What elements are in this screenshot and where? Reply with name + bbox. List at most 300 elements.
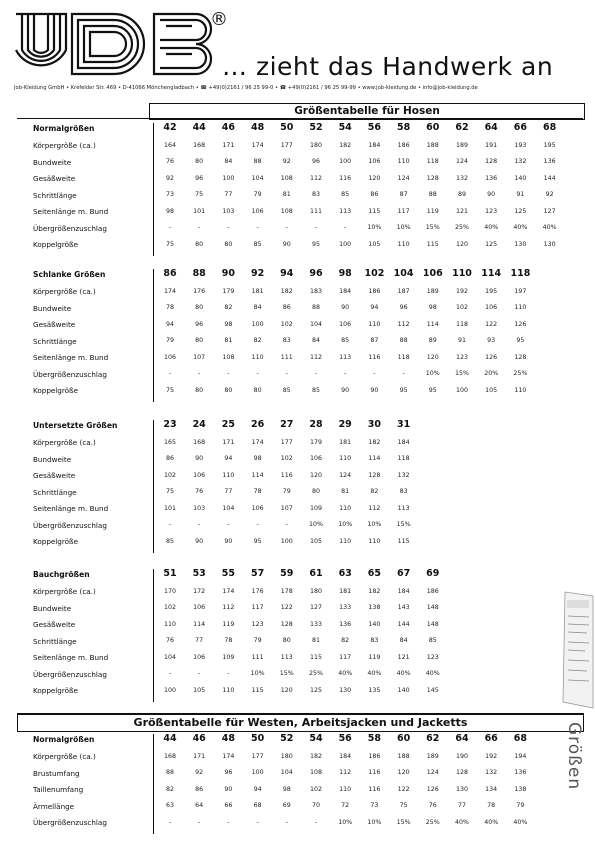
size-header: 68 xyxy=(542,122,557,133)
table-cell: 85 xyxy=(341,191,350,198)
table-cell: 186 xyxy=(397,141,410,149)
table-cell: 20% xyxy=(484,370,499,377)
table-cell: 116 xyxy=(280,471,293,479)
table-cell: 64 xyxy=(195,802,204,809)
size-header: 63 xyxy=(338,568,352,579)
table-cell: 90 xyxy=(341,304,350,311)
table-cell: 113 xyxy=(397,504,410,512)
table-cell: 135 xyxy=(368,686,381,694)
table-cell: 115 xyxy=(309,653,323,661)
table-cell: 106 xyxy=(309,455,323,462)
table-cell: 81 xyxy=(311,637,320,644)
table-cell: 176 xyxy=(251,587,264,595)
table-cell: 121 xyxy=(397,653,410,661)
table-cell: 136 xyxy=(514,769,527,776)
table-cell: 119 xyxy=(426,207,439,215)
table-cell: 136 xyxy=(485,174,498,182)
table-cell: 110 xyxy=(514,304,527,311)
table-cell: 108 xyxy=(280,207,293,215)
size-header: 62 xyxy=(455,122,469,133)
size-header: 56 xyxy=(367,122,381,133)
row-label: Koppelgröße xyxy=(33,386,79,395)
section-title-trousers: Größentabelle für Hosen xyxy=(149,103,585,120)
table-cell: 106 xyxy=(251,504,264,512)
column-divider xyxy=(153,269,154,402)
table-cell: 118 xyxy=(397,455,410,462)
table-cell: 104 xyxy=(222,504,235,512)
table-cell: 15% xyxy=(279,670,294,677)
table-cell: 133 xyxy=(339,604,352,611)
table-cell: 184 xyxy=(339,287,352,295)
table-cell: 134 xyxy=(485,785,498,793)
table-cell: 83 xyxy=(282,337,291,344)
divider xyxy=(17,118,583,119)
table-cell: 75 xyxy=(165,386,174,394)
size-header: 30 xyxy=(367,419,381,430)
table-cell: 112 xyxy=(368,504,381,512)
table-cell: 73 xyxy=(370,802,379,809)
table-cell: 104 xyxy=(309,320,323,328)
table-cell: 106 xyxy=(193,471,206,479)
row-label: Seitenlänge m. Bund xyxy=(33,207,109,216)
size-header: 68 xyxy=(513,733,527,744)
table-cell: 100 xyxy=(251,320,264,328)
table-cell: 78 xyxy=(487,802,496,809)
table-cell: 83 xyxy=(399,488,408,495)
size-header: 94 xyxy=(280,268,294,279)
group-title: Normalgrößen xyxy=(33,124,95,133)
table-cell: 96 xyxy=(224,769,233,776)
table-cell: 148 xyxy=(426,604,439,611)
table-cell: 106 xyxy=(193,604,206,611)
table-cell: - xyxy=(168,224,172,231)
table-cell: 112 xyxy=(309,174,323,182)
table-cell: 115 xyxy=(368,207,381,215)
size-header: 114 xyxy=(481,268,502,279)
table-cell: - xyxy=(227,370,230,377)
table-cell: 104 xyxy=(163,653,177,661)
row-label: Ärmellänge xyxy=(33,801,75,811)
table-cell: 75 xyxy=(195,191,204,198)
table-cell: 130 xyxy=(514,240,527,248)
table-cell: 102 xyxy=(280,320,293,328)
table-cell: 192 xyxy=(455,287,469,295)
size-header: 118 xyxy=(510,268,531,279)
row-label: Brustumfang xyxy=(33,768,80,778)
table-cell: 92 xyxy=(282,158,291,165)
table-cell: 193 xyxy=(514,141,527,149)
table-cell: 77 xyxy=(224,191,233,198)
table-cell: 10% xyxy=(338,818,353,826)
table-cell: 132 xyxy=(397,471,410,479)
table-cell: 132 xyxy=(485,769,498,776)
size-header: 48 xyxy=(250,122,265,133)
table-cell: 82 xyxy=(370,488,379,495)
size-header: 102 xyxy=(364,268,385,279)
size-header: 104 xyxy=(393,268,414,279)
table-cell: 94 xyxy=(224,455,233,462)
table-cell: 105 xyxy=(368,240,381,248)
table-cell: 174 xyxy=(251,438,264,446)
table-cell: 110 xyxy=(251,353,264,361)
table-cell: 105 xyxy=(309,537,323,545)
row-label: Seitenlänge m. Bund xyxy=(33,353,109,362)
table-cell: 127 xyxy=(309,604,323,611)
table-cell: 128 xyxy=(368,471,381,479)
table-cell: 184 xyxy=(339,752,352,760)
table-cell: 118 xyxy=(455,320,469,328)
size-header: 48 xyxy=(221,733,235,744)
table-cell: 86 xyxy=(370,191,379,198)
table-cell: 98 xyxy=(165,207,174,215)
table-cell: - xyxy=(227,818,230,826)
table-cell: 95 xyxy=(516,337,525,344)
table-cell: 168 xyxy=(193,438,206,446)
table-cell: 103 xyxy=(222,207,235,215)
table-cell: 126 xyxy=(426,785,439,793)
table-cell: 90 xyxy=(224,785,233,793)
table-cell: 80 xyxy=(195,240,204,248)
size-header: 61 xyxy=(309,568,323,579)
table-cell: 100 xyxy=(455,386,469,394)
table-cell: 120 xyxy=(397,769,410,776)
size-header: 66 xyxy=(513,122,527,133)
table-cell: 140 xyxy=(514,174,527,182)
table-cell: 92 xyxy=(545,191,554,198)
table-cell: 106 xyxy=(368,158,381,165)
group-title: Untersetzte Größen xyxy=(33,421,118,430)
table-cell: 69 xyxy=(282,802,291,809)
table-cell: 79 xyxy=(253,191,262,198)
table-cell: 180 xyxy=(280,752,293,760)
table-cell: 100 xyxy=(163,686,177,694)
table-cell: - xyxy=(256,521,259,528)
table-cell: 182 xyxy=(309,752,323,760)
row-label: Taillenumfang xyxy=(33,785,84,794)
table-cell: 168 xyxy=(193,141,206,149)
table-cell: 63 xyxy=(165,802,174,809)
table-cell: 194 xyxy=(514,752,527,760)
table-cell: 168 xyxy=(163,752,177,760)
table-cell: - xyxy=(314,370,318,377)
table-cell: 124 xyxy=(339,471,352,479)
table-cell: 188 xyxy=(426,141,439,149)
table-cell: 80 xyxy=(224,386,233,394)
table-cell: 111 xyxy=(280,353,293,361)
table-cell: 179 xyxy=(309,438,323,446)
table-cell: 81 xyxy=(341,488,350,495)
table-cell: 75 xyxy=(399,802,408,809)
table-cell: 113 xyxy=(339,207,352,215)
table-cell: 100 xyxy=(280,537,293,545)
table-cell: 80 xyxy=(253,386,262,394)
table-cell: 92 xyxy=(195,769,204,776)
table-cell: - xyxy=(227,670,230,677)
table-cell: 80 xyxy=(195,337,204,344)
table-cell: 177 xyxy=(251,752,264,760)
table-cell: 182 xyxy=(280,287,293,295)
row-label: Körpergröße (ca.) xyxy=(33,287,96,296)
table-cell: 144 xyxy=(397,620,410,628)
table-cell: 79 xyxy=(253,637,262,644)
table-cell: 79 xyxy=(165,337,174,344)
table-cell: 82 xyxy=(165,785,174,793)
size-header: 60 xyxy=(396,733,411,744)
table-cell: - xyxy=(373,370,376,377)
row-label: Seitenlänge m. Bund xyxy=(33,504,109,513)
table-cell: 117 xyxy=(397,207,410,215)
table-cell: 122 xyxy=(397,785,410,793)
table-cell: 76 xyxy=(195,488,204,495)
table-cell: 110 xyxy=(339,504,352,512)
table-cell: 104 xyxy=(251,174,264,182)
table-cell: 110 xyxy=(397,240,410,248)
table-cell: 94 xyxy=(165,320,174,328)
size-header: 67 xyxy=(396,568,411,579)
table-cell: 118 xyxy=(426,158,439,165)
table-cell: 111 xyxy=(251,653,264,661)
table-cell: 110 xyxy=(163,620,177,628)
table-cell: - xyxy=(198,224,201,231)
table-cell: - xyxy=(402,370,405,377)
table-cell: 100 xyxy=(339,240,352,248)
size-header: 23 xyxy=(163,419,177,430)
table-cell: 10% xyxy=(309,521,323,528)
table-cell: 88 xyxy=(253,158,262,165)
table-cell: 90 xyxy=(195,537,204,545)
table-cell: 111 xyxy=(309,207,323,215)
table-cell: 87 xyxy=(370,337,379,344)
table-cell: 112 xyxy=(309,353,323,361)
size-header: 59 xyxy=(280,568,294,579)
table-cell: 164 xyxy=(163,141,177,149)
table-cell: 88 xyxy=(311,304,320,311)
table-cell: 184 xyxy=(397,438,410,446)
table-cell: 90 xyxy=(341,386,350,394)
row-label: Übergrößenzuschlag xyxy=(33,223,107,233)
table-cell: 189 xyxy=(426,287,439,295)
table-cell: 98 xyxy=(282,785,291,793)
table-cell: 80 xyxy=(195,386,204,394)
size-header: 29 xyxy=(338,419,352,430)
size-header: 25 xyxy=(221,419,235,430)
column-divider xyxy=(153,123,154,256)
table-cell: 98 xyxy=(428,304,437,311)
table-cell: 66 xyxy=(224,802,233,809)
table-cell: - xyxy=(344,370,347,377)
table-cell: 91 xyxy=(457,337,466,344)
registered-mark: ® xyxy=(210,9,228,30)
table-cell: - xyxy=(168,670,172,677)
table-cell: 40% xyxy=(513,818,528,826)
table-cell: - xyxy=(227,521,230,528)
table-cell: 106 xyxy=(193,653,206,661)
table-cell: 120 xyxy=(455,240,469,248)
table-cell: 90 xyxy=(487,191,496,198)
table-cell: 106 xyxy=(163,353,177,361)
group-title: Bauchgrößen xyxy=(33,570,90,579)
table-cell: 186 xyxy=(368,287,381,295)
table-cell: 40% xyxy=(396,670,411,677)
table-cell: 90 xyxy=(282,240,291,248)
table-cell: 93 xyxy=(487,337,496,344)
table-cell: - xyxy=(256,224,259,231)
table-cell: 165 xyxy=(163,438,177,446)
table-cell: - xyxy=(285,224,288,231)
table-cell: 116 xyxy=(368,769,381,776)
clothing-label-image xyxy=(559,590,595,710)
row-label: Koppelgröße xyxy=(33,240,79,249)
table-cell: 80 xyxy=(224,240,233,248)
table-cell: 10% xyxy=(425,370,440,377)
table-cell: 94 xyxy=(253,785,262,793)
size-header: 64 xyxy=(455,733,469,744)
row-label: Körpergröße (ca.) xyxy=(33,587,96,596)
table-cell: 81 xyxy=(282,191,291,198)
table-cell: 110 xyxy=(222,471,235,479)
size-header: 50 xyxy=(250,733,265,744)
table-cell: 143 xyxy=(397,604,410,611)
group-title: Schlanke Größen xyxy=(33,270,106,279)
size-header: 64 xyxy=(484,122,498,133)
table-cell: 105 xyxy=(485,386,498,394)
table-cell: 174 xyxy=(222,587,235,595)
table-cell: 83 xyxy=(311,191,320,198)
table-cell: 68 xyxy=(253,802,262,809)
table-cell: 96 xyxy=(195,174,204,182)
table-cell: - xyxy=(285,370,288,377)
table-cell: 96 xyxy=(311,158,320,165)
table-cell: 76 xyxy=(165,158,174,165)
table-cell: 70 xyxy=(311,802,320,809)
size-header: 44 xyxy=(192,122,206,133)
table-cell: 80 xyxy=(195,304,204,311)
table-cell: 178 xyxy=(280,587,293,595)
table-cell: 140 xyxy=(397,686,410,694)
table-cell: 125 xyxy=(514,207,527,215)
table-cell: 130 xyxy=(339,686,352,694)
table-cell: 187 xyxy=(397,287,410,295)
table-cell: - xyxy=(168,521,172,528)
table-cell: 10% xyxy=(367,224,382,231)
size-header: 69 xyxy=(426,568,440,579)
table-cell: 40% xyxy=(484,818,499,826)
table-cell: 107 xyxy=(280,504,293,512)
table-cell: 113 xyxy=(339,353,352,361)
table-cell: 177 xyxy=(280,438,293,446)
row-label: Bundweite xyxy=(33,603,72,613)
table-cell: 119 xyxy=(222,620,235,628)
table-cell: 104 xyxy=(280,769,293,776)
size-header: 106 xyxy=(422,268,443,279)
table-cell: - xyxy=(314,224,318,231)
table-cell: 79 xyxy=(516,802,525,809)
table-cell: 77 xyxy=(457,802,466,809)
table-cell: 25% xyxy=(425,818,440,826)
table-cell: 75 xyxy=(165,488,174,495)
table-cell: 189 xyxy=(426,752,439,760)
table-cell: 80 xyxy=(311,488,320,495)
table-cell: 136 xyxy=(543,158,556,165)
table-cell: 174 xyxy=(251,141,264,149)
table-cell: 40% xyxy=(484,224,499,231)
table-cell: 126 xyxy=(514,320,527,328)
table-cell: 123 xyxy=(251,620,264,628)
size-header: 58 xyxy=(367,733,381,744)
table-cell: 100 xyxy=(251,769,264,776)
row-label: Bundweite xyxy=(33,454,72,464)
table-cell: - xyxy=(285,818,288,826)
size-header: 28 xyxy=(309,419,323,430)
row-label: Bundweite xyxy=(33,157,72,167)
size-header: 92 xyxy=(250,268,265,279)
size-header: 66 xyxy=(484,733,498,744)
table-cell: 76 xyxy=(165,637,174,644)
table-cell: 122 xyxy=(485,320,498,328)
table-cell: 109 xyxy=(309,504,323,512)
table-cell: 148 xyxy=(426,620,439,628)
table-cell: 110 xyxy=(514,386,527,394)
row-label: Körpergröße (ca.) xyxy=(33,438,96,447)
table-cell: 182 xyxy=(339,141,352,149)
table-cell: 82 xyxy=(253,337,262,344)
size-header: 58 xyxy=(396,122,411,133)
table-cell: 102 xyxy=(455,304,469,311)
table-cell: 85 xyxy=(253,240,262,248)
size-header: 44 xyxy=(163,733,177,744)
table-cell: 108 xyxy=(222,353,235,361)
row-label: Übergrößenzuschlag xyxy=(33,818,107,827)
table-cell: 118 xyxy=(397,353,410,361)
table-cell: 95 xyxy=(311,240,320,248)
table-cell: 115 xyxy=(251,686,264,694)
table-cell: 25% xyxy=(513,370,528,377)
size-header: 46 xyxy=(221,122,235,133)
table-cell: 126 xyxy=(485,353,498,361)
size-header: 53 xyxy=(192,568,206,579)
table-cell: 90 xyxy=(370,386,379,394)
table-cell: 113 xyxy=(280,653,293,661)
table-cell: 88 xyxy=(165,769,174,776)
table-cell: 140 xyxy=(368,620,381,628)
table-cell: 130 xyxy=(543,240,556,248)
table-cell: 40% xyxy=(455,818,469,826)
row-label: Gesäßweite xyxy=(33,174,76,183)
table-cell: 117 xyxy=(339,653,352,661)
table-cell: 112 xyxy=(339,769,352,776)
table-cell: 114 xyxy=(251,471,264,479)
row-label: Schrittlänge xyxy=(33,636,77,646)
table-cell: 90 xyxy=(224,537,233,545)
table-cell: 115 xyxy=(426,240,439,248)
table-cell: 123 xyxy=(455,353,469,361)
column-divider xyxy=(153,569,154,702)
table-cell: 125 xyxy=(309,686,323,694)
table-cell: 112 xyxy=(397,320,410,328)
size-header: 54 xyxy=(338,122,352,133)
table-cell: 85 xyxy=(311,386,320,394)
table-cell: 182 xyxy=(368,587,381,595)
table-cell: 176 xyxy=(193,287,206,295)
table-cell: 87 xyxy=(399,191,408,198)
table-cell: - xyxy=(198,670,201,677)
row-label: Übergrößenzuschlag xyxy=(33,520,107,530)
size-header: 52 xyxy=(280,733,294,744)
table-cell: 180 xyxy=(309,141,323,149)
table-cell: 89 xyxy=(457,191,466,198)
table-cell: - xyxy=(256,370,259,377)
table-cell: 89 xyxy=(428,337,437,344)
